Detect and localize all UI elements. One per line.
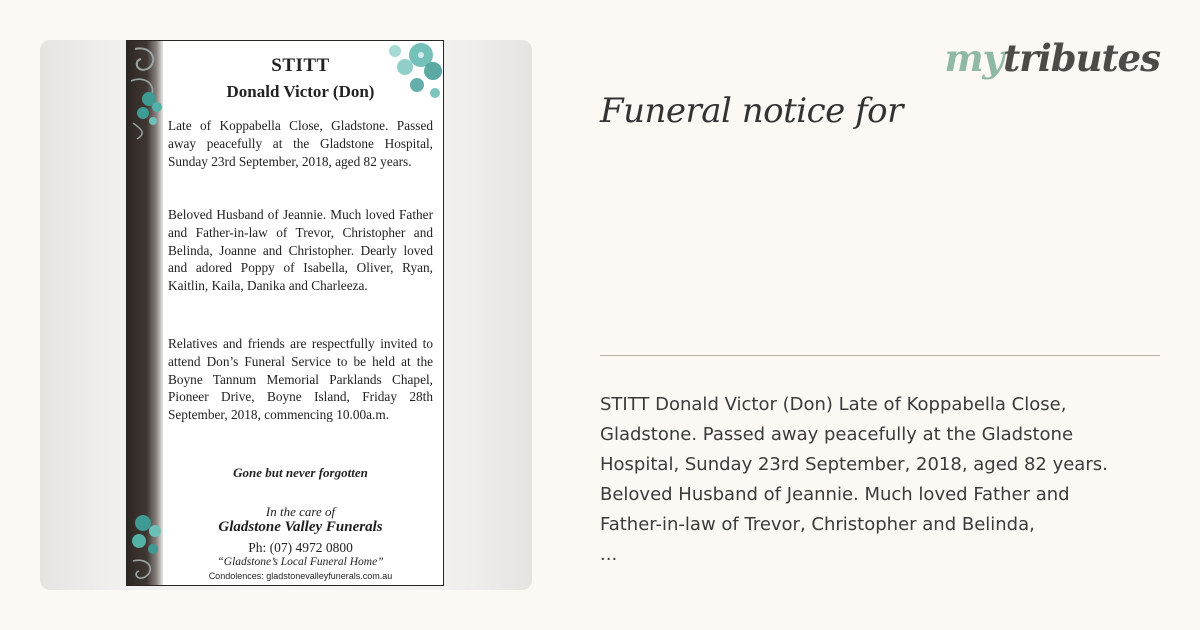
notice-full-name: Donald Victor (Don) (226, 82, 375, 101)
notice-paragraph-1: Late of Koppabella Close, Gladstone. Passed away peacefully at the Gladstone Hospital, Sunday 23rd September, 2018, aged 82 years. (168, 118, 433, 169)
notice-surname: STITT (271, 55, 330, 76)
excerpt-line: STITT Donald Victor (Don) Late of Koppabella Close, (600, 394, 1067, 415)
notice-body (168, 41, 433, 585)
funeral-notice-clipping (126, 40, 444, 586)
floral-bottom-left-icon (127, 511, 167, 586)
excerpt-line: Hospital, Sunday 23rd September, 2018, aged 82 years. (600, 454, 1108, 475)
notice-phone: Ph: (07) 4972 0800 (248, 540, 353, 555)
logo-tributes: tributes (1003, 36, 1160, 80)
mytributes-logo (944, 36, 1160, 80)
divider (600, 355, 1160, 356)
notice-funeral-firm: Gladstone Valley Funerals (218, 519, 383, 535)
page-title: Funeral notice for (600, 91, 903, 131)
notice-slogan: “Gladstone’s Local Funeral Home” (217, 556, 384, 568)
logo-my: my (944, 36, 1004, 80)
notice-excerpt (600, 390, 1170, 570)
excerpt-line: Gladstone. Passed away peacefully at the Gladstone (600, 424, 1074, 445)
excerpt-line: Father-in-law of Trevor, Christopher and Belinda, (600, 514, 1035, 535)
excerpt-ellipsis: ... (600, 544, 618, 565)
notice-condolences: Condolences: gladstonevalleyfunerals.com.au (208, 571, 393, 581)
notice-motto: Gone but never forgotten (233, 465, 368, 480)
notice-paragraph-3: Relatives and friends are respectfully invited to attend Don’s Funeral Service to be held at the Boyne Tannum Memorial Parklands Chapel, Pioneer Drive, Boyne Island, Friday 28th September, 2018, commencing 10.00a.m. (168, 336, 433, 423)
swirl-floral-top-left-icon (127, 41, 167, 141)
notice-care-line: In the care of (265, 504, 336, 519)
notice-paragraph-2: Beloved Husband of Jeannie. Much loved Father and Father-in-law of Trevor, Christopher and Belinda, Joanne and Christopher. Dearly loved and adored Poppy of Isabella, Oliver, Ryan, Kaitlin, Kaila, Danika and Charleeza. (168, 207, 433, 294)
excerpt-line: Beloved Husband of Jeannie. Much loved Father and (600, 484, 1070, 505)
notice-image-panel (40, 40, 532, 590)
